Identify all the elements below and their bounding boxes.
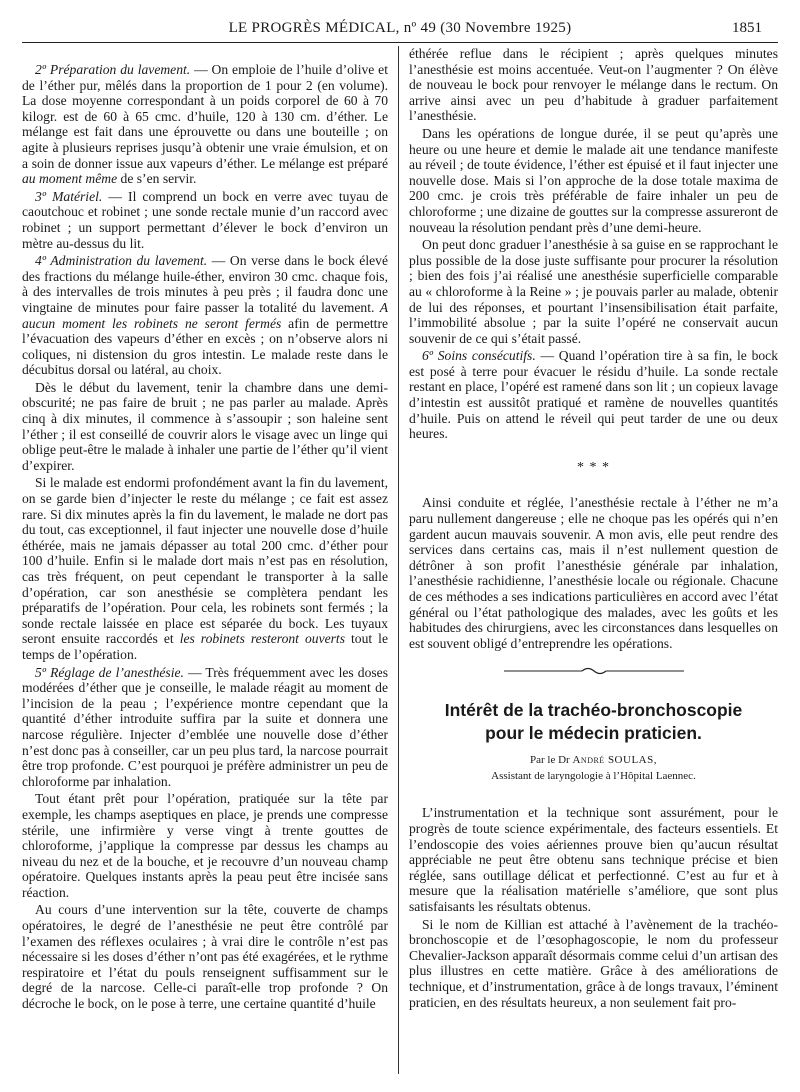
paragraph-text: de s’en servir. [117, 171, 197, 187]
left-column [22, 62, 388, 1074]
paragraph-administration [22, 253, 388, 378]
ornament-divider-icon [504, 665, 684, 677]
section-heading-soins: 6º Soins consécutifs. [422, 348, 536, 364]
paragraph-text: Si le malade est endormi profondément avant la fin du lavement, on se garde bien d’injecter le reste du mélange ; ce fait est assez rare. Si dix minutes après la fin du lavement, le malade ne dort pas du tout, cas exceptionnel, il faut injecter une nouvelle dose d’huile éthérée, mais ne jamais dépasser au total 200 cmc. d’éther pour 100 d’huile. Enfin si le malade dort mais n’est pas en résolution, cas très fréquent, on peut cependant le transporter à la salle d’opération, car son anesthésie se complètera pendant les préparatifs de l’opération. Pour cela, les robinets sont fermés ; la sonde rectale laissée en place est séparée du bock. Les tuyaux seront ensuite raccordés et [22, 475, 388, 647]
author-name: André SOULAS, [572, 754, 657, 767]
article-title [409, 699, 778, 745]
paragraph-text: — On emploie de l’huile d’olive et de l’éther pur, mêlés dans la proportion de 1 pour 2 (en volume). La dose moyenne correspondant à un poids corporel de 60 à 70 kilogr. est de 60 à 65 cmc. d’huile, 120 à 130 cm. d’éther. Le mélange est fait dans une éprouvette ou dans une bouteille ; on agite à plusieurs reprises jusqu’à obtenir une vraie émulsion, et on a soin de donner issue aux vapeurs d’éther. Le mélange est préparé [22, 62, 388, 171]
section-heading-preparation: 2º Préparation du lavement. [35, 62, 191, 77]
paragraph: éthérée reflue dans le récipient ; après quelques minutes l’anesthésie est moins accentuée. Veut-on l’augmenter ? On élève de nouveau le bock pour renvoyer le mélange dans le rectum. On arrive ainsi avec un peu d’habitude à graduer parfaitement l’anesthésie. [409, 46, 778, 124]
header-rule [22, 42, 778, 43]
paragraph-preparation [22, 62, 388, 187]
paragraph-reglage [22, 665, 388, 790]
paragraph: Au cours d’une intervention sur la tête, couverte de champs opératoires, le degré de l’anesthésie ne peut être contrôlé par l’examen des réflexes oculaires ; à vrai dire le contrôle n’est pas nécessaire si les doses d’éther n’ont pas été exagérées, et le rythme respiratoire et l’état du pouls renseignent suffisamment sur le degré de la narcose. Celle-ci paraît-elle trop profonde ? On décroche le bock, on le pose à terre, une certaine quantité d’huile [22, 902, 388, 1012]
section-break-stars: * * * [577, 459, 610, 475]
paragraph: L’instrumentation et la technique sont assurément, pour le progrès de toute science expérimentale, des facteurs essentiels. Et l’endoscopie des voies aériennes prouve bien qu’aucun résultat appréciable ne peut être obtenu sans technique précise et bien réglée, sans outillage délicat et perfectionné. C’est au fur et à mesure que la réalisation matérielle s’améliore, que sont plus satisfaisants les résultats obtenus. [409, 805, 778, 914]
author-byline [409, 753, 778, 767]
paragraph: Tout étant prêt pour l’opération, pratiquée sur la tête par exemple, les champs aseptiques en place, je prends une compresse stérile, une infirmière y verse vingt à trente gouttes de chloroforme, j’applique la compresse par dessus les champs au niveau du nez et de la bouche, et je recouvre d’un nouveau champ opératoire. Quelques instants après la peau peut être incisée sans réaction. [22, 791, 388, 900]
paragraph-conclusion: Ainsi conduite et réglée, l’anesthésie rectale à l’éther ne m’a paru nullement dangereuse ; elle ne choque pas les opérés qui n’en gardent aucun mauvais souvenir. A mon avis, elle peut rendre des services dans certains cas, mais il n’est nullement question de détrôner à son profit l’anesthésie générale par inhalation, l’anesthésie rachidienne, l’anesthésie locale ou régionale. Chacune de ces méthodes a ses indications particulières en accord avec l’état général ou l’état pathologique des malades, avec les goûts et les habitudes des chirurgiens, avec les circonstances dans lesquelles on est souvent obligé d’entreprendre les opérations. [409, 495, 778, 651]
article-title-line: pour le médecin praticien. [485, 723, 702, 744]
paragraph-text: — Quand l’opération tire à sa fin, le bock est posé à terre pour évacuer le résidu d’huile. La sonde rectale restant en place, l’opéré est ramené dans son lit ; un copieux lavage d’intestin est aussitôt pratiqué et ramène de nouvelles quantités d’huile. Puis on attend le réveil qui peut tarder de une ou deux heures. [409, 348, 778, 442]
paragraph-text: — Il comprend un bock en verre avec tuyau de caoutchouc et robinet ; une sonde rectale munie d’un raccord avec robinet ; un support permettant d’élever le bock d’environ un mètre au-dessus du lit. [22, 188, 388, 251]
paragraph-soins [409, 348, 778, 442]
byline-prefix: Par le Dr [530, 754, 573, 767]
paragraph-text: — Très fréquemment avec les doses modérées d’éther que je conseille, le malade réagit au moment de l’incision de la peau ; l’expérience montre cependant que la quantité d’éther introduite suffira par la suite et donnera une narcose régulière. Injecter d’emblée une nouvelle dose d’éther n’est donc pas à conseiller, car un peu plus tard, la narcose pourrait être trop profonde. C’est pourquoi je préfère administrer un peu de chloroforme par inhalation. [22, 664, 388, 789]
section-heading-reglage: 5º Réglage de l’anesthésie. [35, 664, 184, 680]
right-column [409, 46, 778, 1074]
paragraph [22, 475, 388, 662]
paragraph-text: tout le temps de l’opération. [22, 631, 388, 662]
paragraph: On peut donc graduer l’anesthésie à sa guise en se rapprochant le plus possible de la dose juste suffisante pour procurer la résolution ; bien des fois j’ai réalisé une anesthésie superficielle comparable au « chloroforme à la Reine » ; je pouvais parler au malade, obtenir de lui des réponses, et pourtant l’insensibilisation était parfaite, l’immobilité absolue ; par la suite l’opéré ne conservait aucun souvenir de ce qui s’était passé. [409, 237, 778, 346]
section-heading-administration: 4º Administration du lavement. [35, 253, 208, 269]
journal-title: LE PROGRÈS MÉDICAL, nº 49 (30 Novembre 1925) [228, 20, 572, 36]
emphasis-text: A aucun moment les robinets ne seront fermés [22, 299, 388, 331]
section-heading-materiel: 3º Matériel. [35, 188, 103, 204]
emphasis-text: les robinets resteront ouverts [179, 631, 345, 647]
paragraph-text: afin de permettre l’évacuation des vapeurs d’éther en excès ; on n’observe alors ni coliques, ni distension du gros intestin. Le malade reste dans le décubitus dorsal ou latéral, au choix. [22, 315, 388, 378]
author-affiliation: Assistant de laryngologie à l’Hôpital Laennec. [491, 770, 696, 783]
paragraph-materiel [22, 189, 388, 251]
paragraph: Dans les opérations de longue durée, il se peut qu’après une heure ou une heure et demie le malade ait une tendance manifeste au réveil ; de toute évidence, l’éther est épuisé et il faut injecter une nouvelle dose. Mais si l’on approche de la dose totale maxima de 200 cmc. je crois très préférable de faire inhaler un peu de chloroforme ; une dizaine de gouttes sur la compresse assureront de nouveau la résolution pendant près d’une demi-heure. [409, 125, 778, 235]
article-title-line: Intérêt de la trachéo-bronchoscopie [444, 700, 743, 721]
page-number: 1851 [732, 20, 762, 36]
emphasis-text: au moment même [22, 171, 118, 187]
column-divider [398, 46, 399, 1074]
paragraph-text: — On verse dans le bock élevé des fractions du mélange huile-éther, environ 30 cmc. chaque fois, à des intervalles de trois minutes à peu près ; il faudra donc une vingtaine de minutes pour faire passer la totalité du lavement. [22, 253, 388, 315]
paragraph: Dès le début du lavement, tenir la chambre dans une demi-obscurité; ne pas faire de bruit ; ne pas parler au malade. Après cinq à dix minutes, il commence à s’assoupir ; son haleine sent l’éther ; il est conseillé de couvrir alors le visage avec un linge qui oblige peut-être le malade à inhaler une partie de l’éther qu’il vient d’expirer. [22, 379, 388, 473]
page-header [0, 0, 800, 44]
paragraph: Si le nom de Killian est attaché à l’avènement de la trachéo-bronchoscopie et de l’œsophagoscopie, le nom du professeur Chevalier-Jackson apparaît désormais comme celui d’un artisan des plus illustres en cette matière. Grâce à des améliorations de technique, et d’instrumentation, grâce à de longs travaux, l’éminent praticien, en des résultats heureux, a non seulement fait pro- [409, 916, 778, 1010]
